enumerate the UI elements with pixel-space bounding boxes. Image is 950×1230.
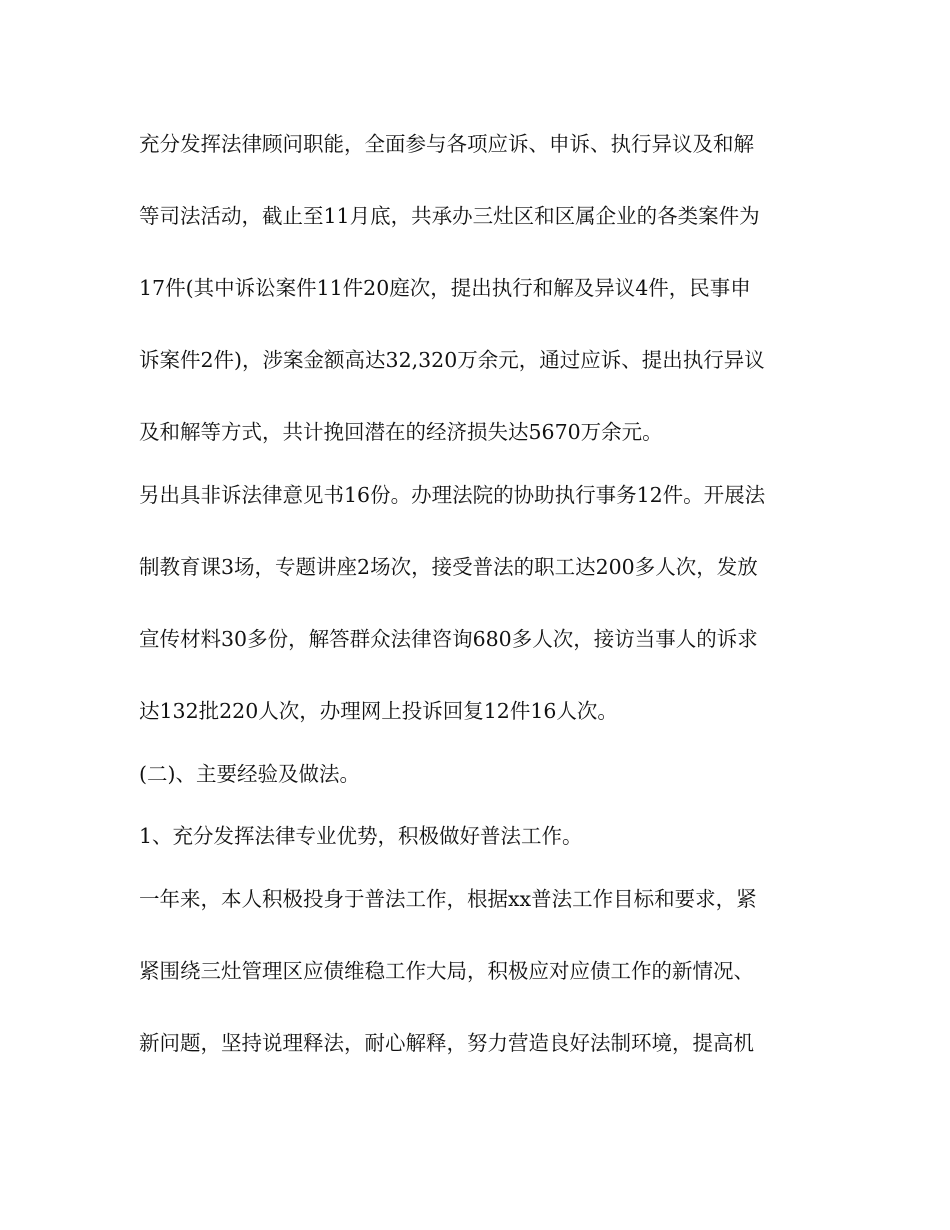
subsection-heading: 1、充分发挥法律专业优势，积极做好普法工作。 (139, 824, 583, 848)
body-text-line: 制教育课3场，专题讲座2场次，接受普法的职工达200多人次，发放 (139, 555, 758, 579)
body-text-line: 等司法活动，截止至11月底，共承办三灶区和区属企业的各类案件为 (139, 204, 760, 228)
body-text-line: 一年来，本人积极投身于普法工作，根据xx普法工作目标和要求，紧 (139, 887, 757, 911)
body-text-line: 宣传材料30多份，解答群众法律咨询680多人次，接访当事人的诉求 (139, 627, 758, 651)
section-heading: (二)、主要经验及做法。 (139, 762, 360, 786)
body-text-line: 另出具非诉法律意见书16份。办理法院的协助执行事务12件。开展法 (139, 483, 766, 507)
body-text-line: 达132批220人次，办理网上投诉回复12件16人次。 (139, 699, 618, 723)
body-text-line: 紧围绕三灶管理区应债维稳工作大局，积极应对应债工作的新情况、 (139, 959, 754, 983)
body-text-line: 17件(其中诉讼案件11件20庭次，提出执行和解及异议4件，民事申 (139, 276, 751, 300)
body-text-line: 诉案件2件)，涉案金额高达32,320万余元，通过应诉、提出执行异议 (139, 348, 765, 372)
body-text-line: 充分发挥法律顾问职能，全面参与各项应诉、申诉、执行异议及和解 (139, 132, 754, 156)
body-text-line: 及和解等方式，共计挽回潜在的经济损失达5670万余元。 (139, 420, 663, 444)
body-text-line: 新问题，坚持说理释法，耐心解释，努力营造良好法制环境，提高机 (139, 1031, 754, 1055)
